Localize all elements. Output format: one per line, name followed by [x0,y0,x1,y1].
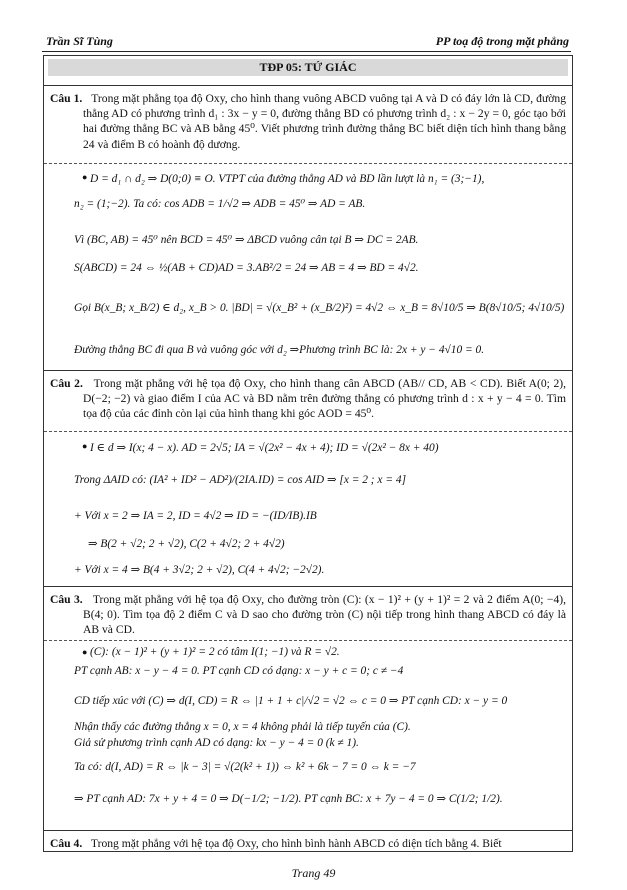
problem-3 [44,588,572,638]
solution-line: CD tiếp xúc với (C) ⇒ d(I, CD) = R ⇔ |1 + 1 + c|/√2 = √2 ⇔ c = 0 ⇒ PT cạnh CD: x − y = 0 [74,695,508,707]
divider [44,85,572,86]
problem-text: Trong mặt phẳng với hệ tọa độ Oxy, cho hình bình hành ABCD có diện tích bằng 4. Biết [90,837,502,850]
divider [44,586,572,587]
header-subject: PP toạ độ trong mặt phẳng [435,34,569,48]
solution-line: Đường thẳng BC đi qua B và vuông góc với d₂ ⇒Phương trình BC là: 2x + y − 4√10 = 0. [74,344,485,356]
solution-line: S(ABCD) = 24 ⇔ ½(AB + CD)AD = 3.AB²/2 = 24 ⇒ AB = 4 ⇒ BD = 4√2. [74,262,419,274]
solution-line: + Với x = 2 ⇒ IA = 2, ID = 4√2 ⇒ ID = −(ID/IB).IB [74,510,317,522]
divider [44,830,572,831]
solution-line: Trong ΔAID có: (IA² + ID² − AD²)/(2IA.ID) = cos AID ⇒ [x = 2 ; x = 4] [74,474,407,486]
solution-line: (C): (x − 1)² + (y + 1)² = 2 có tâm I(1; −1) và R = √2. [90,646,340,658]
solution-line: ⇒ B(2 + √2; 2 + √2), C(2 + 4√2; 2 + 4√2) [88,538,285,550]
solution-line: Nhận thấy các đường thẳng x = 0, x = 4 không phải là tiếp tuyến của (C). [74,721,411,733]
problem-text: Trong mặt phẳng với hệ tọa độ Oxy, cho hình thang cân ABCD (AB// CD, AB < CD). Biết A(0; 2), D(−2; −2) và giao điểm I của AC và BD nằm trên đường thẳng có phương trình d : x + y − 4 = 0. Tìm tọa độ của các đỉnh còn lại của hình thang khi góc AOD = 45⁰. [83,377,566,421]
section-title: TĐP 05: TỨ GIÁC [48,59,568,76]
solution-line: Vì (BC, AB) = 45⁰ nên BCD = 45⁰ ⇒ ΔBCD vuông cân tại B ⇒ DC = 2AB. [74,234,419,246]
problem-4 [44,832,572,851]
solution-line: Ta có: d(I, AD) = R ⇔ |k − 3| = √(2(k² + 1)) ⇔ k² + 6k − 7 = 0 ⇔ k = −7 [74,761,416,773]
problem-text: Trong mặt phẳng tọa độ Oxy, cho hình thang vuông ABCD vuông tại A và D có đáy lớn là CD, đường thẳng AD có phương trình d₁ : 3x − y = 0, đường thẳng BD có phương trình d₂ : x − 2y = 0, góc tạo bởi hai đường thẳng BC và AB bằng 45⁰. Viết phương trình đường thẳng BC biết diện tích hình thang bằng 24 và điểm B có hoành độ dương. [83,92,566,151]
problem-label: Câu 3. [50,593,83,606]
solution-line: Giả sử phương trình cạnh AD có dạng: kx − y − 4 = 0 (k ≠ 1). [74,737,359,749]
solution-line: ⇒ PT cạnh AD: 7x + y + 4 = 0 ⇒ D(−1/2; −1/2). PT cạnh BC: x + 7y − 4 = 0 ⇒ C(1/2; 1/2). [74,793,503,805]
bullet-icon: ● [82,441,88,451]
solution-1 [44,164,572,369]
divider [44,370,572,371]
problem-2 [44,372,572,422]
solution-line: I ∈ d ⇒ I(x; 4 − x). AD = 2√5; IA = √(2x² − 4x + 4); ID = √(2x² − 8x + 40) [90,442,439,454]
problem-text: Trong mặt phẳng với hệ tọa độ Oxy, cho đường tròn (C): (x − 1)² + (y + 1)² = 2 và 2 điểm A(0; −4), B(4; 0). Tìm tọa độ 2 điểm C và D sao cho đường tròn (C) nội tiếp trong hình thang ABCD có đáy là AB và CD. [83,593,566,637]
header-author: Trần Sĩ Tùng [46,34,113,48]
solution-line: + Với x = 4 ⇒ B(4 + 3√2; 2 + √2), C(4 + 4√2; −2√2). [74,564,325,576]
document-frame [43,55,573,852]
bullet-icon: ● [82,647,88,657]
page-number: Trang 49 [291,866,336,880]
solution-line: PT cạnh AB: x − y − 4 = 0. PT cạnh CD có dạng: x − y + c = 0; c ≠ −4 [74,665,404,677]
header-rule [42,51,571,52]
solution-line: Gọi B(x_B; x_B/2) ∈ d₂, x_B > 0. |BD| = √(x_B² + (x_B/2)²) = 4√2 ⇔ x_B = 8√10/5 ⇒ B(8√10/5; 4√10/5) [74,302,565,314]
solution-line: D = d₁ ∩ d₂ ⇒ D(0;0) ≡ O. VTPT của đường thẳng AD và BD lần lượt là n₁ = (3;−1), [90,173,485,185]
problem-label: Câu 1. [50,92,83,105]
solution-2 [44,432,572,584]
solution-line: n₂ = (1;−2). Ta có: cos ADB = 1/√2 ⇒ ADB = 45⁰ ⇒ AD = AB. [74,198,366,210]
solution-3 [44,641,572,829]
problem-label: Câu 2. [50,377,83,390]
problem-label: Câu 4. [50,837,83,850]
bullet-icon: ● [82,172,88,182]
problem-1 [44,87,572,152]
